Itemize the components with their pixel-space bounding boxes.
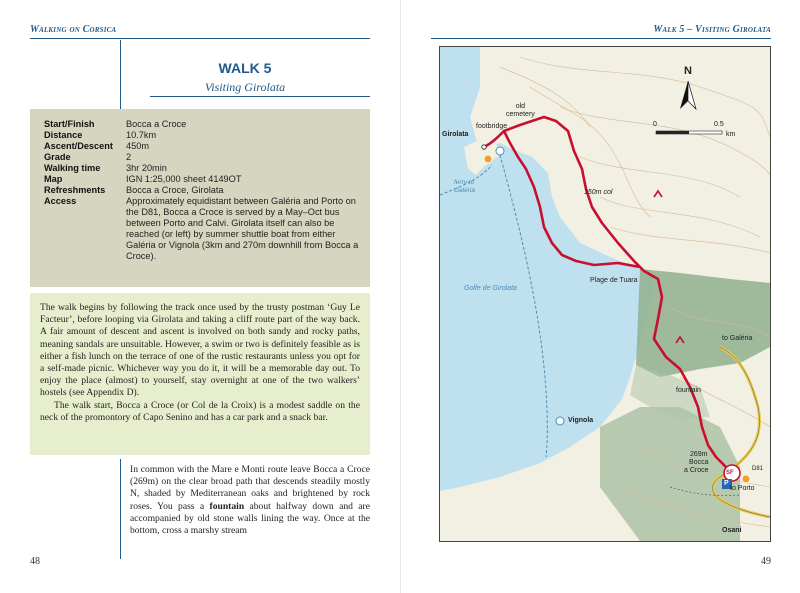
label-bocca-a-croce: Bocca a Croce bbox=[684, 459, 709, 474]
info-row bbox=[44, 174, 362, 185]
route-map bbox=[439, 46, 771, 542]
info-value: Bocca a Croce bbox=[126, 119, 187, 129]
info-value: IGN 1:25,000 sheet 4149OT bbox=[126, 174, 242, 184]
body-paragraph bbox=[130, 464, 370, 537]
info-row bbox=[44, 152, 362, 163]
label-col: 150m col bbox=[584, 189, 613, 196]
info-value: 450m bbox=[126, 141, 149, 151]
info-label: Map bbox=[44, 174, 63, 184]
info-value: 10.7km bbox=[126, 130, 157, 140]
refreshment-icon bbox=[742, 475, 750, 483]
info-label: Start/Finish bbox=[44, 119, 95, 129]
start-finish-label: SF bbox=[726, 470, 734, 476]
body-text-end: about halfway down and are accompanied by old stone walls lining the way. Once at the bottom, cross a marshy stream bbox=[130, 500, 370, 537]
label-fountain: fountain bbox=[676, 387, 701, 394]
info-row bbox=[44, 196, 362, 262]
body-bold-word: fountain bbox=[209, 500, 245, 512]
label-footbridge: footbridge bbox=[476, 123, 508, 130]
label-vignola: Vignola bbox=[568, 417, 594, 424]
running-head-left: Walking on Corsica bbox=[30, 24, 117, 35]
running-head-rule bbox=[30, 38, 370, 39]
info-label: Walking time bbox=[44, 163, 101, 173]
label-ferry: ferry to Galéria bbox=[454, 179, 475, 194]
walk-subtitle: Visiting Girolata bbox=[204, 80, 286, 94]
info-row bbox=[44, 119, 362, 130]
girolata-marker bbox=[482, 145, 486, 149]
walk-title-rule bbox=[150, 96, 370, 97]
body-margin-rule bbox=[120, 459, 121, 559]
walk-title: WALK 5 bbox=[218, 60, 272, 76]
info-label: Access bbox=[44, 196, 77, 206]
label-to-galeria: to Galéria bbox=[722, 335, 753, 342]
info-value: 2 bbox=[126, 152, 132, 162]
intro-paragraph-2: The walk start, Bocca a Croce (or Col de la Croix) is a modest saddle on the neck of the promontory of Capo Senino and has a car park and a snack bar. bbox=[40, 399, 360, 423]
info-value: Approximately equidistant between Galéria and Porto on the D81, Bocca a Croce is served by a May–Oct bus between Porto and Calvi. Girolata itself can also be reached (or left) by summer shuttle boat from either Galéria or Vignola (3km and 270m downhill from Bocca a Croce). bbox=[126, 196, 359, 261]
info-label: Grade bbox=[44, 152, 71, 162]
info-row bbox=[44, 130, 362, 141]
walk-info-table bbox=[44, 119, 362, 262]
label-girolata: Girolata bbox=[442, 131, 469, 138]
label-golfe: Golfe de Girolata bbox=[464, 285, 517, 292]
label-plage: Plage de Tuara bbox=[590, 277, 638, 284]
running-head-right: Walk 5 – Visiting Girolata bbox=[653, 24, 771, 35]
right-page bbox=[400, 0, 800, 593]
info-value: Bocca a Croce, Girolata bbox=[126, 185, 224, 195]
intro-text bbox=[40, 302, 360, 424]
page-number-right: 49 bbox=[761, 556, 771, 567]
label-osani: Osani bbox=[722, 527, 742, 534]
running-head-rule bbox=[431, 38, 771, 39]
label-old-cemetery: old cemetery bbox=[506, 103, 535, 118]
info-value: 3hr 20min bbox=[126, 163, 167, 173]
page-number-left: 48 bbox=[30, 556, 40, 567]
scale-bar bbox=[656, 131, 722, 134]
body-text-start: In common with the Mare e Monti route leave Bocca a Croce (269m) on the clear broad path that descends steadily mostly N, shaded by Mediterranean oaks and brightened by rock roses. You pass a bbox=[130, 464, 370, 512]
ferry-stop-icon bbox=[556, 417, 564, 425]
label-d81: D81 bbox=[752, 466, 764, 472]
north-label: N bbox=[684, 65, 692, 77]
info-label: Ascent/Descent bbox=[44, 141, 113, 151]
label-to-porto: to Porto bbox=[730, 485, 755, 492]
info-label: Refreshments bbox=[44, 185, 106, 195]
walk-info-box bbox=[30, 109, 370, 287]
info-row bbox=[44, 185, 362, 196]
scale-unit: km bbox=[726, 131, 736, 138]
info-row bbox=[44, 163, 362, 174]
intro-paragraph-1: The walk begins by following the track once used by the trusty postman ‘Guy Le Facteur’, before looping via Girolata and taking a cliff route part of the way back. A fair amount of descent and ascent is involved on both sandy and rocky paths, meaning sandals are unsuitable. However, a swim or two is definitely feasible as is either a fish lunch on the terrace of one of the rustic restaurants unless you opt for a self-made picnic. Whichever way you do it, it will be a memorable day out. To enjoy the place (almost) to yourself, stay overnight at one of the two walkers’ hostels (see Appendix D). bbox=[40, 302, 360, 399]
scale-label-0: 0 bbox=[653, 121, 657, 128]
ferry-stop-icon bbox=[496, 147, 504, 155]
info-label: Distance bbox=[44, 130, 83, 140]
info-row bbox=[44, 141, 362, 152]
parking-label: P bbox=[724, 480, 729, 487]
scale-label-05: 0.5 bbox=[714, 121, 724, 128]
body-text bbox=[130, 464, 370, 537]
intro-box bbox=[30, 293, 370, 455]
refreshment-icon bbox=[484, 155, 492, 163]
label-altitude: 269m bbox=[690, 451, 708, 458]
